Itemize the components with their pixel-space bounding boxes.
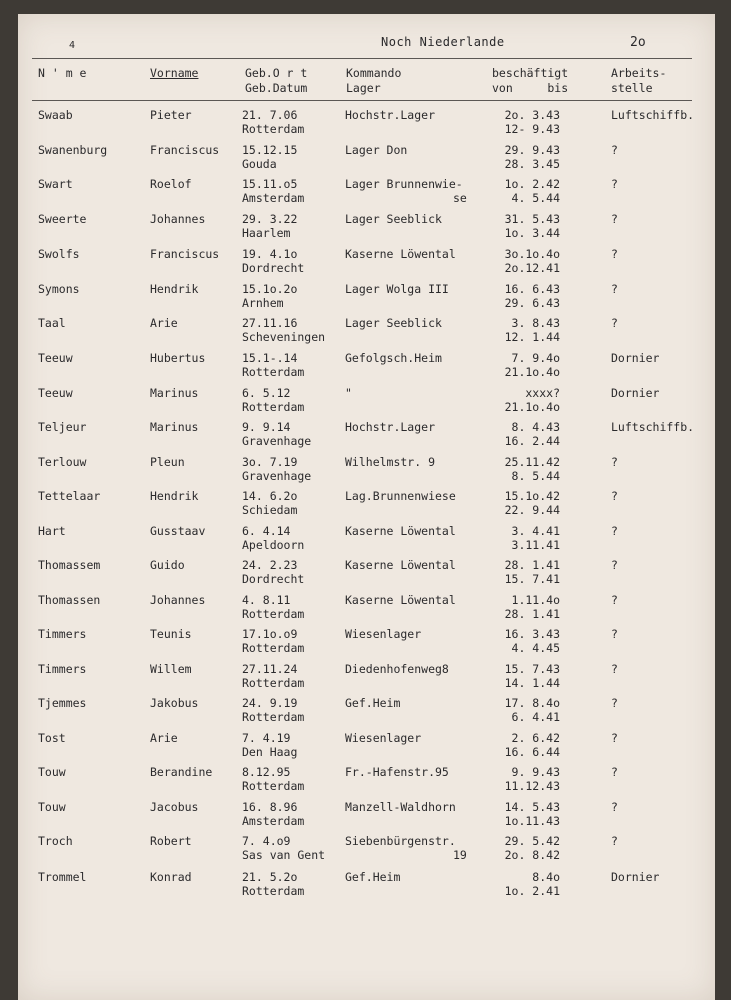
camp: Kaserne Löwental bbox=[345, 247, 456, 261]
employed-from: 2. 6.42 bbox=[511, 731, 560, 745]
person-name: Thomassem bbox=[38, 558, 101, 572]
table-row bbox=[0, 489, 731, 529]
employed-to: 21.1o.4o bbox=[504, 365, 560, 379]
person-name: Timmers bbox=[38, 627, 87, 641]
table-row bbox=[0, 177, 731, 217]
table-row bbox=[0, 870, 731, 910]
birth-place: Gouda bbox=[242, 157, 277, 171]
birth-place: Schiedam bbox=[242, 503, 298, 517]
employed-from: 29. 5.42 bbox=[504, 834, 560, 848]
birth-date: 29. 3.22 bbox=[242, 212, 298, 226]
employed-from: 7. 9.4o bbox=[511, 351, 560, 365]
camp: Lager Seeblick bbox=[345, 316, 442, 330]
table-row bbox=[0, 108, 731, 148]
birth-date: 14. 6.2o bbox=[242, 489, 298, 503]
birth-date: 15.11.o5 bbox=[242, 177, 298, 191]
camp-cont: 19 bbox=[453, 848, 467, 862]
birth-date: 24. 2.23 bbox=[242, 558, 298, 572]
employed-to: 28. 3.45 bbox=[504, 157, 560, 171]
workplace: ? bbox=[611, 455, 618, 469]
birth-place: Haarlem bbox=[242, 226, 291, 240]
employed-from: 3o.1o.4o bbox=[504, 247, 560, 261]
person-name: Touw bbox=[38, 765, 66, 779]
camp: Lager Seeblick bbox=[345, 212, 442, 226]
table-row bbox=[0, 834, 731, 874]
birth-date: 6. 4.14 bbox=[242, 524, 291, 538]
birth-place: Rotterdam bbox=[242, 641, 305, 655]
birth-date: 6. 5.12 bbox=[242, 386, 291, 400]
camp: Gef.Heim bbox=[345, 870, 401, 884]
employed-to: 4. 4.45 bbox=[511, 641, 560, 655]
employed-from: 3. 8.43 bbox=[511, 316, 560, 330]
employed-from: 1.11.4o bbox=[511, 593, 560, 607]
column-header-workplace: Arbeits- bbox=[611, 66, 667, 80]
birth-date: 27.11.24 bbox=[242, 662, 298, 676]
person-name: Teeuw bbox=[38, 386, 73, 400]
table-row bbox=[0, 558, 731, 598]
top-rule bbox=[32, 58, 692, 59]
camp-cont: se bbox=[453, 191, 467, 205]
first-name: Jakobus bbox=[150, 696, 199, 710]
first-name: Johannes bbox=[150, 212, 206, 226]
workplace: ? bbox=[611, 316, 618, 330]
person-name: Sweerte bbox=[38, 212, 87, 226]
page-mark: 4 bbox=[69, 40, 76, 51]
person-name: Thomassen bbox=[38, 593, 101, 607]
camp: Wiesenlager bbox=[345, 731, 422, 745]
birth-place: Rotterdam bbox=[242, 710, 305, 724]
birth-date: 7. 4.o9 bbox=[242, 834, 291, 848]
birth-date: 17.1o.o9 bbox=[242, 627, 298, 641]
first-name: Arie bbox=[150, 731, 178, 745]
camp: Lager Don bbox=[345, 143, 408, 157]
employed-to: 16. 2.44 bbox=[504, 434, 560, 448]
birth-place: Amsterdam bbox=[242, 814, 305, 828]
birth-date: 4. 8.11 bbox=[242, 593, 291, 607]
birth-place: Rotterdam bbox=[242, 365, 305, 379]
camp: Siebenbürgenstr. bbox=[345, 834, 456, 848]
birth-date: 15.1-.14 bbox=[242, 351, 298, 365]
workplace: ? bbox=[611, 834, 618, 848]
employed-from: xxxx? bbox=[525, 386, 560, 400]
column-header-from-to: von bis bbox=[492, 81, 569, 95]
column-header-birth-place: Geb.O r t bbox=[245, 66, 308, 80]
birth-place: Rotterdam bbox=[242, 122, 305, 136]
employed-from: 3. 4.41 bbox=[511, 524, 560, 538]
birth-date: 15.12.15 bbox=[242, 143, 298, 157]
first-name: Berandine bbox=[150, 765, 213, 779]
employed-from: 2o. 3.43 bbox=[504, 108, 560, 122]
birth-date: 21. 5.2o bbox=[242, 870, 298, 884]
workplace: ? bbox=[611, 765, 618, 779]
workplace: Dornier bbox=[611, 870, 660, 884]
workplace: ? bbox=[611, 489, 618, 503]
camp: Fr.-Hafenstr.95 bbox=[345, 765, 449, 779]
workplace: ? bbox=[611, 731, 618, 745]
first-name: Pleun bbox=[150, 455, 185, 469]
workplace: ? bbox=[611, 696, 618, 710]
camp: Hochstr.Lager bbox=[345, 108, 436, 122]
employed-from: 25.11.42 bbox=[504, 455, 560, 469]
first-name: Hendrik bbox=[150, 282, 199, 296]
first-name: Guido bbox=[150, 558, 185, 572]
employed-from: 15. 7.43 bbox=[504, 662, 560, 676]
person-name: Swaab bbox=[38, 108, 73, 122]
birth-date: 27.11.16 bbox=[242, 316, 298, 330]
employed-from: 31. 5.43 bbox=[504, 212, 560, 226]
camp: Wiesenlager bbox=[345, 627, 422, 641]
camp: Kaserne Löwental bbox=[345, 558, 456, 572]
column-header-workplace-2: stelle bbox=[611, 81, 653, 95]
employed-from: 1o. 2.42 bbox=[504, 177, 560, 191]
person-name: Teeuw bbox=[38, 351, 73, 365]
employed-to: 29. 6.43 bbox=[504, 296, 560, 310]
employed-from: 8. 4.43 bbox=[511, 420, 560, 434]
person-name: Taal bbox=[38, 316, 66, 330]
person-name: Hart bbox=[38, 524, 66, 538]
workplace: ? bbox=[611, 800, 618, 814]
person-name: Trommel bbox=[38, 870, 87, 884]
birth-date: 19. 4.1o bbox=[242, 247, 298, 261]
person-name: Troch bbox=[38, 834, 73, 848]
employed-to: 8. 5.44 bbox=[511, 469, 560, 483]
workplace: Luftschiffb. bbox=[611, 420, 695, 434]
workplace: Luftschiffb. bbox=[611, 108, 695, 122]
header-rule bbox=[32, 100, 692, 101]
camp: Gefolgsch.Heim bbox=[345, 351, 442, 365]
person-name: Teljeur bbox=[38, 420, 87, 434]
employed-to: 21.1o.4o bbox=[504, 400, 560, 414]
employed-from: 28. 1.41 bbox=[504, 558, 560, 572]
camp: Diedenhofenweg8 bbox=[345, 662, 449, 676]
camp: Kaserne Löwental bbox=[345, 593, 456, 607]
first-name: Willem bbox=[150, 662, 192, 676]
birth-place: Amsterdam bbox=[242, 191, 305, 205]
employed-to: 15. 7.41 bbox=[504, 572, 560, 586]
person-name: Symons bbox=[38, 282, 80, 296]
workplace: ? bbox=[611, 282, 618, 296]
table-row bbox=[0, 627, 731, 667]
person-name: Swolfs bbox=[38, 247, 80, 261]
employed-to: 11.12.43 bbox=[504, 779, 560, 793]
employed-from: 15.1o.42 bbox=[504, 489, 560, 503]
employed-to: 2o.12.41 bbox=[504, 261, 560, 275]
employed-to: 2o. 8.42 bbox=[504, 848, 560, 862]
camp: Lager Brunnenwie- bbox=[345, 177, 463, 191]
first-name: Robert bbox=[150, 834, 192, 848]
camp: Lager Wolga III bbox=[345, 282, 449, 296]
birth-place: Rotterdam bbox=[242, 607, 305, 621]
birth-place: Sas van Gent bbox=[242, 848, 326, 862]
first-name: Arie bbox=[150, 316, 178, 330]
birth-place: Scheveningen bbox=[242, 330, 326, 344]
employed-from: 16. 6.43 bbox=[504, 282, 560, 296]
camp: Gef.Heim bbox=[345, 696, 401, 710]
birth-date: 16. 8.96 bbox=[242, 800, 298, 814]
employed-to: 16. 6.44 bbox=[504, 745, 560, 759]
birth-date: 8.12.95 bbox=[242, 765, 291, 779]
employed-to: 28. 1.41 bbox=[504, 607, 560, 621]
workplace: ? bbox=[611, 627, 618, 641]
workplace: ? bbox=[611, 524, 618, 538]
birth-place: Dordrecht bbox=[242, 261, 305, 275]
workplace: ? bbox=[611, 177, 618, 191]
birth-place: Rotterdam bbox=[242, 884, 305, 898]
employed-from: 17. 8.4o bbox=[504, 696, 560, 710]
first-name: Johannes bbox=[150, 593, 206, 607]
employed-to: 1o. 3.44 bbox=[504, 226, 560, 240]
workplace: ? bbox=[611, 593, 618, 607]
person-name: Tjemmes bbox=[38, 696, 87, 710]
column-header-first-name: Vorname bbox=[150, 66, 199, 80]
column-header-lager: Lager bbox=[346, 81, 381, 95]
camp: Hochstr.Lager bbox=[345, 420, 436, 434]
first-name: Hubertus bbox=[150, 351, 206, 365]
birth-date: 7. 4.19 bbox=[242, 731, 291, 745]
table-row bbox=[0, 247, 731, 287]
employed-from: 14. 5.43 bbox=[504, 800, 560, 814]
person-name: Tost bbox=[38, 731, 66, 745]
table-row bbox=[0, 316, 731, 356]
workplace: ? bbox=[611, 247, 618, 261]
birth-date: 9. 9.14 bbox=[242, 420, 291, 434]
birth-date: 3o. 7.19 bbox=[242, 455, 298, 469]
table-row bbox=[0, 765, 731, 805]
first-name: Gusstaav bbox=[150, 524, 206, 538]
person-name: Swart bbox=[38, 177, 73, 191]
birth-place: Den Haag bbox=[242, 745, 298, 759]
table-row bbox=[0, 351, 731, 391]
birth-place: Dordrecht bbox=[242, 572, 305, 586]
camp: Wilhelmstr. 9 bbox=[345, 455, 436, 469]
first-name: Pieter bbox=[150, 108, 192, 122]
employed-from: 8.4o bbox=[532, 870, 560, 884]
page-title: Noch Niederlande bbox=[381, 35, 505, 49]
table-row bbox=[0, 696, 731, 736]
first-name: Marinus bbox=[150, 386, 199, 400]
employed-to: 4. 5.44 bbox=[511, 191, 560, 205]
camp: " bbox=[345, 386, 352, 400]
first-name: Jacobus bbox=[150, 800, 199, 814]
employed-from: 16. 3.43 bbox=[504, 627, 560, 641]
birth-place: Arnhem bbox=[242, 296, 284, 310]
birth-date: 24. 9.19 bbox=[242, 696, 298, 710]
person-name: Tettelaar bbox=[38, 489, 101, 503]
person-name: Swanenburg bbox=[38, 143, 108, 157]
first-name: Hendrik bbox=[150, 489, 199, 503]
column-header-name: N ' m e bbox=[38, 66, 87, 80]
employed-to: 1o.11.43 bbox=[504, 814, 560, 828]
employed-from: 29. 9.43 bbox=[504, 143, 560, 157]
first-name: Roelof bbox=[150, 177, 192, 191]
column-header-employed: beschäftigt bbox=[492, 66, 569, 80]
employed-to: 22. 9.44 bbox=[504, 503, 560, 517]
workplace: ? bbox=[611, 662, 618, 676]
employed-from: 9. 9.43 bbox=[511, 765, 560, 779]
birth-place: Rotterdam bbox=[242, 779, 305, 793]
birth-place: Gravenhage bbox=[242, 434, 312, 448]
table-row bbox=[0, 212, 731, 252]
employed-to: 1o. 2.41 bbox=[504, 884, 560, 898]
employed-to: 3.11.41 bbox=[511, 538, 560, 552]
workplace: ? bbox=[611, 143, 618, 157]
birth-place: Apeldoorn bbox=[242, 538, 305, 552]
column-header-birth-date: Geb.Datum bbox=[245, 81, 308, 95]
birth-date: 15.1o.2o bbox=[242, 282, 298, 296]
birth-place: Rotterdam bbox=[242, 676, 305, 690]
birth-place: Gravenhage bbox=[242, 469, 312, 483]
person-name: Touw bbox=[38, 800, 66, 814]
employed-to: 12- 9.43 bbox=[504, 122, 560, 136]
workplace: Dornier bbox=[611, 386, 660, 400]
employed-to: 12. 1.44 bbox=[504, 330, 560, 344]
birth-place: Rotterdam bbox=[242, 400, 305, 414]
employed-to: 6. 4.41 bbox=[511, 710, 560, 724]
first-name: Teunis bbox=[150, 627, 192, 641]
camp: Kaserne Löwental bbox=[345, 524, 456, 538]
first-name: Franciscus bbox=[150, 247, 220, 261]
camp: Lag.Brunnenwiese bbox=[345, 489, 456, 503]
workplace: Dornier bbox=[611, 351, 660, 365]
workplace: ? bbox=[611, 212, 618, 226]
person-name: Timmers bbox=[38, 662, 87, 676]
page-number: 2o bbox=[630, 35, 646, 50]
person-name: Terlouw bbox=[38, 455, 87, 469]
column-header-kommando: Kommando bbox=[346, 66, 402, 80]
camp: Manzell-Waldhorn bbox=[345, 800, 456, 814]
first-name: Marinus bbox=[150, 420, 199, 434]
first-name: Konrad bbox=[150, 870, 192, 884]
table-row bbox=[0, 420, 731, 460]
employed-to: 14. 1.44 bbox=[504, 676, 560, 690]
workplace: ? bbox=[611, 558, 618, 572]
birth-date: 21. 7.06 bbox=[242, 108, 298, 122]
first-name: Franciscus bbox=[150, 143, 220, 157]
